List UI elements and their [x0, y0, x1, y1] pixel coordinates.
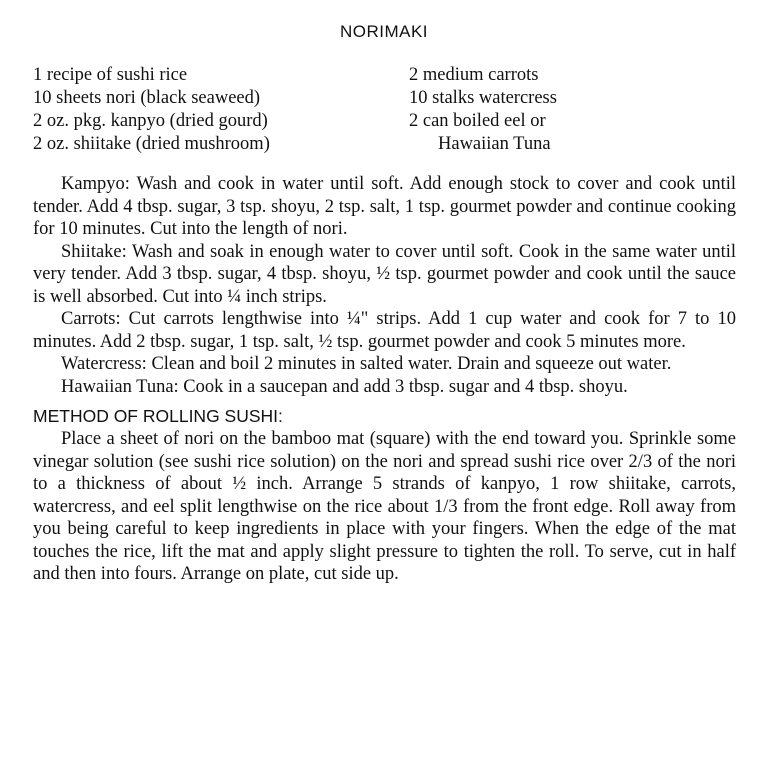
- method-heading: METHOD OF ROLLING SUSHI:: [33, 406, 283, 426]
- instruction-watercress: Watercress: Clean and boil 2 minutes in salted water. Drain and squeeze out water.: [61, 354, 672, 374]
- page-title: NORIMAKI: [339, 22, 429, 41]
- ingredient-item: 1 recipe of sushi rice: [33, 65, 188, 85]
- ingredient-item: 2 oz. shiitake (dried mushroom): [33, 134, 270, 154]
- recipe-instructions: [33, 173, 736, 586]
- ingredient-item: 2 oz. pkg. kanpyo (dried gourd): [33, 111, 268, 131]
- method-text: Place a sheet of nori on the bamboo mat (square) with the end toward you. Sprinkle some vinegar solution (see sushi rice solution) on the nori and spread sushi rice over 2/3 of the nori to a thickness of about ½ inch. Arrange 5 strands of kanpyo, 1 row shiitake, carrots, watercress, and eel split lengthwise on the rice about 1/3 from the front edge. Roll away from you being careful to keep ingredients in place with your fingers. When the edge of the mat touches the rice, lift the mat and apply slight pressure to tighten the roll. To serve, cut in half and then into fours. Arrange on plate, cut side up.: [33, 429, 736, 584]
- instruction-kampyo: Kampyo: Wash and cook in water until soft. Add enough stock to cover and cook until tender. Add 4 tbsp. sugar, 3 tsp. shoyu, 2 tsp. salt, 1 tsp. gourmet powder and continue cooking for 10 minutes. Cut into the length of nori.: [33, 174, 736, 239]
- ingredient-item: Hawaiian Tuna: [438, 134, 551, 154]
- ingredient-item: 2 can boiled eel or: [409, 111, 546, 131]
- ingredient-item: 10 stalks watercress: [409, 88, 557, 108]
- ingredients-right-column: [409, 64, 749, 156]
- instruction-hawaiian-tuna: Hawaiian Tuna: Cook in a saucepan and add 3 tbsp. sugar and 4 tbsp. shoyu.: [61, 376, 628, 397]
- ingredient-item: 2 medium carrots: [409, 65, 539, 85]
- instruction-carrots: Carrots: Cut carrots lengthwise into ¼" strips. Add 1 cup water and cook for 7 to 10 minutes. Add 2 tbsp. sugar, 1 tsp. salt, ½ tsp. gourmet powder and cook 5 minutes more.: [33, 309, 736, 352]
- ingredients-left-column: [33, 64, 403, 156]
- ingredient-item: 10 sheets nori (black seaweed): [33, 88, 261, 108]
- instruction-shiitake: Shiitake: Wash and soak in enough water to cover until soft. Cook in the same water until very tender. Add 3 tbsp. sugar, 4 tbsp. shoyu, ½ tsp. gourmet powder and cook until the sauce is well absorbed. Cut into ¼ inch strips.: [33, 241, 736, 307]
